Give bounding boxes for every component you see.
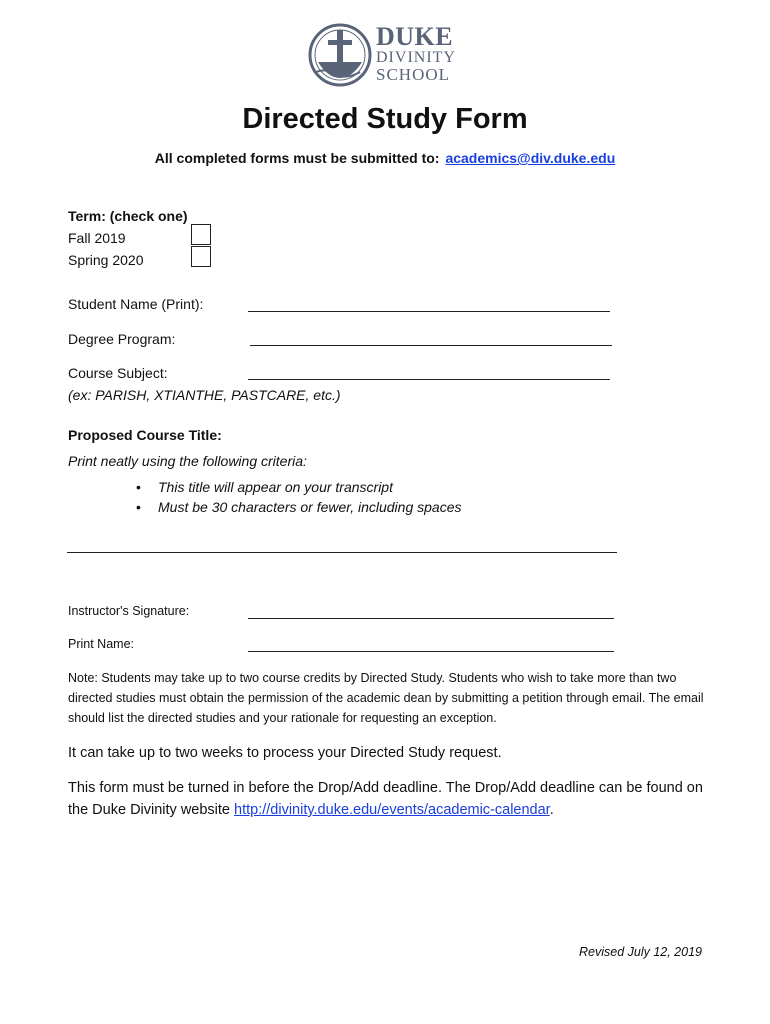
deadline-paragraph — [68, 777, 718, 821]
student-name-label: Student Name (Print): — [68, 296, 204, 312]
page-title: Directed Study Form — [242, 103, 528, 135]
fall-checkbox[interactable] — [191, 224, 211, 245]
directed-study-note: Note: Students may take up to two course credits by Directed Study. Students who wish to take more than two directed studies must obtain the permission of the academic dean by submitting a petition through email. The email should list the directed studies and your rationale for requesting an exception. — [68, 671, 704, 725]
course-subject-label: Course Subject: — [68, 365, 168, 381]
processing-time-text: It can take up to two weeks to process your Directed Study request. — [68, 745, 502, 761]
course-subject-example: (ex: PARISH, XTIANTHE, PASTCARE, etc.) — [68, 387, 341, 403]
logo-line-school: SCHOOL — [376, 65, 451, 84]
term-option-spring: Spring 2020 — [68, 252, 144, 268]
term-option-fall: Fall 2019 — [68, 230, 126, 246]
logo-line-duke: DUKE — [376, 22, 454, 51]
degree-program-label: Degree Program: — [68, 331, 176, 347]
criteria-text: Must be 30 characters or fewer, including spaces — [158, 499, 462, 515]
submission-instruction — [0, 150, 770, 166]
criteria-bullet — [136, 479, 393, 495]
deadline-suffix: . — [549, 802, 554, 818]
degree-program-field[interactable] — [250, 345, 612, 346]
deadline-text: This form must be turned in before the Drop/Add deadline. The Drop/Add deadline can be found on the Duke Divinity website — [68, 780, 703, 818]
instructor-signature-label: Instructor's Signature: — [68, 604, 190, 618]
logo-wordmark — [376, 24, 456, 83]
criteria-text: This title will appear on your transcript — [158, 479, 393, 495]
submission-text: All completed forms must be submitted to: — [154, 150, 440, 166]
instructor-signature-field[interactable] — [248, 618, 614, 619]
bullet-icon: • — [136, 499, 141, 515]
academic-calendar-link[interactable]: http://divinity.duke.edu/events/academic-calendar — [234, 802, 550, 818]
spring-checkbox[interactable] — [191, 246, 211, 267]
print-name-field[interactable] — [248, 651, 614, 652]
revised-date: Revised July 12, 2019 — [579, 945, 702, 959]
term-label: Term: (check one) — [68, 208, 188, 224]
student-name-field[interactable] — [248, 311, 610, 312]
criteria-bullet — [136, 499, 462, 515]
print-name-label: Print Name: — [68, 637, 134, 651]
bullet-icon: • — [136, 479, 141, 495]
course-subject-field[interactable] — [248, 379, 610, 380]
submission-email-link[interactable]: academics@div.duke.edu — [445, 150, 616, 166]
logo-line-divinity: DIVINITY — [376, 49, 456, 66]
course-title-instruction: Print neatly using the following criteria: — [68, 453, 307, 469]
course-title-field[interactable] — [67, 552, 617, 553]
course-title-label: Proposed Course Title: — [68, 427, 222, 443]
